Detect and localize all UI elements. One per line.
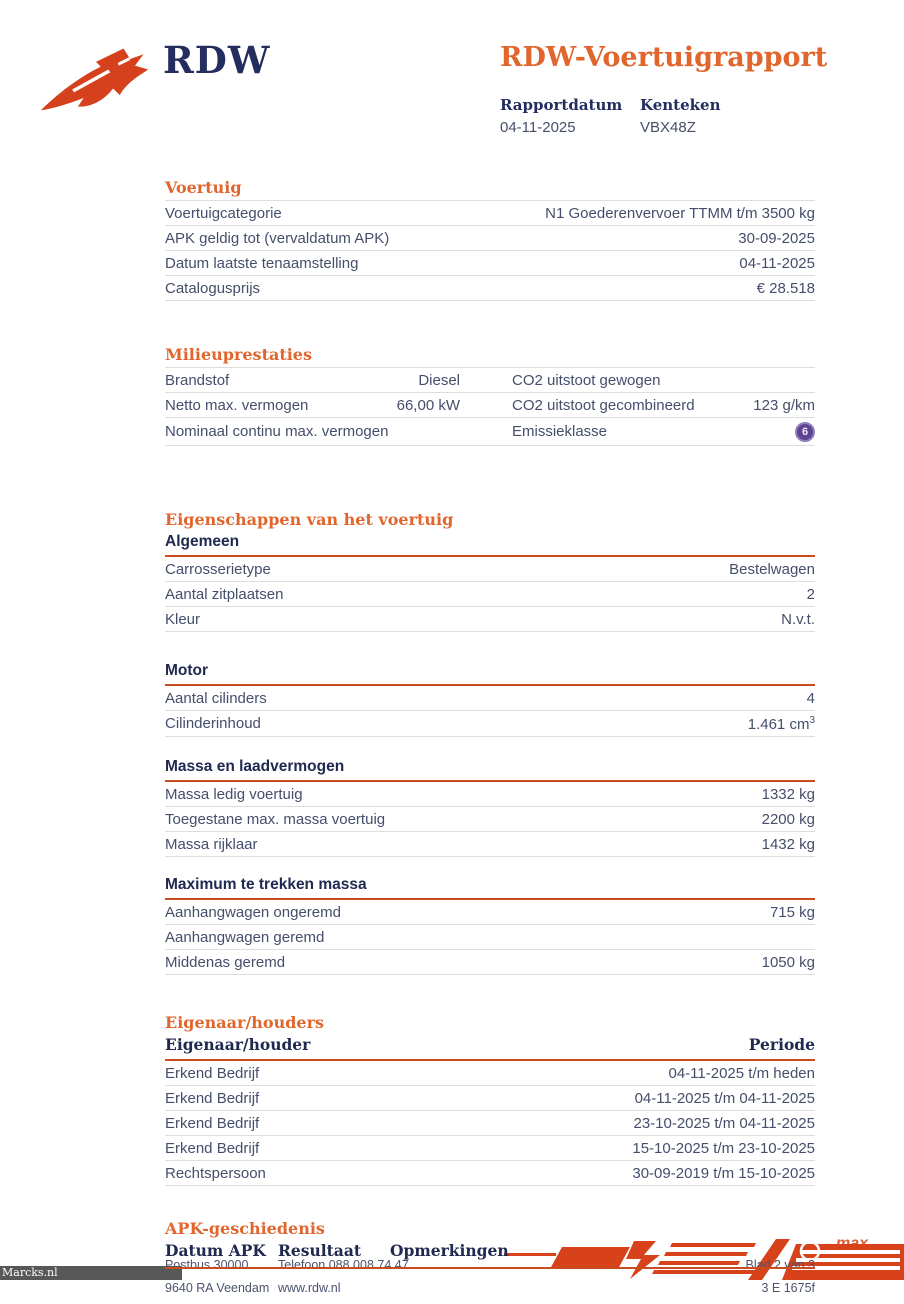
footer-postcode-plaats: 9640 RA Veendam <box>165 1281 270 1295</box>
subsection-massa <box>165 758 815 857</box>
table-row <box>165 367 815 393</box>
watermark-text-fragment: max <box>836 1235 869 1252</box>
row-value: 1332 kg <box>761 785 815 803</box>
column-header-opmerkingen: Opmerkingen <box>390 1241 509 1260</box>
row-value: 66,00 kW <box>396 396 460 414</box>
row-value-superscript: 3 <box>809 714 815 726</box>
row-label: CO2 uitstoot gewogen <box>512 371 661 389</box>
period-cell: 30-09-2019 t/m 15-10-2025 <box>632 1164 815 1182</box>
subsection-title: Motor <box>165 662 815 686</box>
column-header-datum-apk: Datum APK <box>165 1241 266 1260</box>
section-eigenschappen <box>165 510 815 975</box>
period-cell: 23-10-2025 t/m 04-11-2025 <box>633 1114 815 1132</box>
table-row <box>165 418 815 446</box>
row-label: Brandstof <box>165 371 230 389</box>
column-header-owner: Eigenaar/houder <box>165 1035 311 1054</box>
period-cell: 04-11-2025 t/m 04-11-2025 <box>634 1089 815 1107</box>
row-value: 04-11-2025 <box>739 254 815 272</box>
section-title: Voertuig <box>165 178 242 197</box>
table-row <box>165 200 815 226</box>
row-value: N1 Goederenvervoer TTMM t/m 3500 kg <box>545 204 815 222</box>
license-plate-value: VBX48Z <box>640 119 696 136</box>
report-body <box>165 178 815 1304</box>
row-label: Nominaal continu max. vermogen <box>165 423 389 440</box>
subsection-title: Maximum te trekken massa <box>165 876 815 900</box>
section-title: Eigenaar/houders <box>165 1013 325 1032</box>
subsection-title: Massa en laadvermogen <box>165 758 815 782</box>
row-value: 4 <box>806 689 815 707</box>
table-row <box>165 807 815 832</box>
table-row <box>165 582 815 607</box>
section-eigenaar-houders <box>165 1013 815 1186</box>
emission-class-badge: 6 <box>795 422 815 442</box>
table-row <box>165 925 815 950</box>
site-watermark-badge: Marcks.nl <box>0 1266 182 1280</box>
row-label: Carrosserietype <box>165 560 271 578</box>
rdw-feather-logo-icon <box>36 40 154 118</box>
row-label: Aanhangwagen geremd <box>165 928 325 946</box>
owner-cell: Erkend Bedrijf <box>165 1089 260 1107</box>
row-value-base: 1.461 cm <box>747 715 810 733</box>
report-meta <box>500 96 780 136</box>
footer-page-number: Blad 2 van 3 <box>745 1258 815 1272</box>
row-value: Bestelwagen <box>729 560 815 578</box>
row-value: 123 g/km <box>753 396 815 414</box>
row-label: Massa ledig voertuig <box>165 785 303 803</box>
row-label: Voertuigcategorie <box>165 204 282 222</box>
row-label: Cilinderinhoud <box>165 715 261 732</box>
section-milieuprestaties <box>165 345 815 446</box>
row-label: Netto max. vermogen <box>165 396 309 414</box>
column-header-period: Periode <box>748 1035 815 1054</box>
report-date-label: Rapportdatum <box>500 96 623 114</box>
row-value: 1050 kg <box>761 953 815 971</box>
subsection-title: Algemeen <box>165 533 815 557</box>
footer-form-code: 3 E 1675f <box>761 1281 815 1295</box>
row-label: Emissieklasse <box>512 423 608 440</box>
subsection-algemeen <box>165 533 815 632</box>
table-row <box>165 276 815 301</box>
row-label: Aantal cilinders <box>165 689 267 707</box>
section-title: Milieuprestaties <box>165 345 312 364</box>
period-cell: 15-10-2025 t/m 23-10-2025 <box>632 1139 815 1157</box>
owner-cell: Erkend Bedrijf <box>165 1064 260 1082</box>
footer-telefoon: Telefoon 088 008 74 47 <box>278 1258 409 1272</box>
table-row <box>165 686 815 711</box>
apk-table-header <box>165 1241 815 1269</box>
owner-cell: Erkend Bedrijf <box>165 1114 260 1132</box>
table-row <box>165 393 815 418</box>
page-title: RDW-Voertuigrapport <box>500 42 828 73</box>
row-label: Aanhangwagen ongeremd <box>165 903 341 921</box>
owner-cell: Rechtspersoon <box>165 1164 266 1182</box>
license-plate-label: Kenteken <box>640 96 721 114</box>
row-label: Middenas geremd <box>165 953 286 971</box>
table-row <box>165 900 815 925</box>
report-date-value: 04-11-2025 <box>500 119 576 136</box>
row-label: CO2 uitstoot gecombineerd <box>512 396 695 414</box>
row-value <box>748 715 815 733</box>
row-value: 2200 kg <box>761 810 815 828</box>
table-row <box>165 226 815 251</box>
footer-line <box>165 1281 815 1295</box>
table-row <box>165 1086 815 1111</box>
table-row <box>165 950 815 975</box>
table-row <box>165 607 815 632</box>
table-row <box>165 251 815 276</box>
section-title: Eigenschappen van het voertuig <box>165 510 454 529</box>
footer-website: www.rdw.nl <box>278 1281 341 1295</box>
column-header-resultaat: Resultaat <box>278 1241 362 1260</box>
row-label: Datum laatste tenaamstelling <box>165 254 359 272</box>
row-value: N.v.t. <box>781 610 815 628</box>
row-label: APK geldig tot (vervaldatum APK) <box>165 229 390 247</box>
owner-table-header <box>165 1035 815 1061</box>
period-cell: 04-11-2025 t/m heden <box>668 1064 815 1082</box>
row-value: 30-09-2025 <box>738 229 815 247</box>
row-label: Catalogusprijs <box>165 279 261 297</box>
row-label: Massa rijklaar <box>165 835 258 853</box>
report-date-block <box>500 96 640 136</box>
row-value: 2 <box>806 585 815 603</box>
table-row <box>165 782 815 807</box>
section-apk-geschiedenis <box>165 1219 815 1295</box>
section-title: APK-geschiedenis <box>165 1219 325 1238</box>
row-label: Aantal zitplaatsen <box>165 585 284 603</box>
footer-postbus: Postbus 30000 <box>165 1258 249 1272</box>
table-row <box>165 1136 815 1161</box>
row-value: Diesel <box>418 371 460 389</box>
row-label: Toegestane max. massa voertuig <box>165 810 386 828</box>
table-row <box>165 1111 815 1136</box>
table-row <box>165 1161 815 1186</box>
subsection-motor <box>165 662 815 737</box>
row-label: Kleur <box>165 610 201 628</box>
table-row <box>165 832 815 857</box>
section-voertuig <box>165 178 815 301</box>
row-value: € 28.518 <box>756 279 815 297</box>
row-value: 715 kg <box>769 903 815 921</box>
subsection-trekken <box>165 876 815 975</box>
table-row <box>165 1061 815 1086</box>
table-row <box>165 711 815 737</box>
row-value: 1432 kg <box>761 835 815 853</box>
brand-wordmark: RDW <box>163 38 271 82</box>
license-plate-block <box>640 96 780 136</box>
owner-cell: Erkend Bedrijf <box>165 1139 260 1157</box>
table-row <box>165 557 815 582</box>
